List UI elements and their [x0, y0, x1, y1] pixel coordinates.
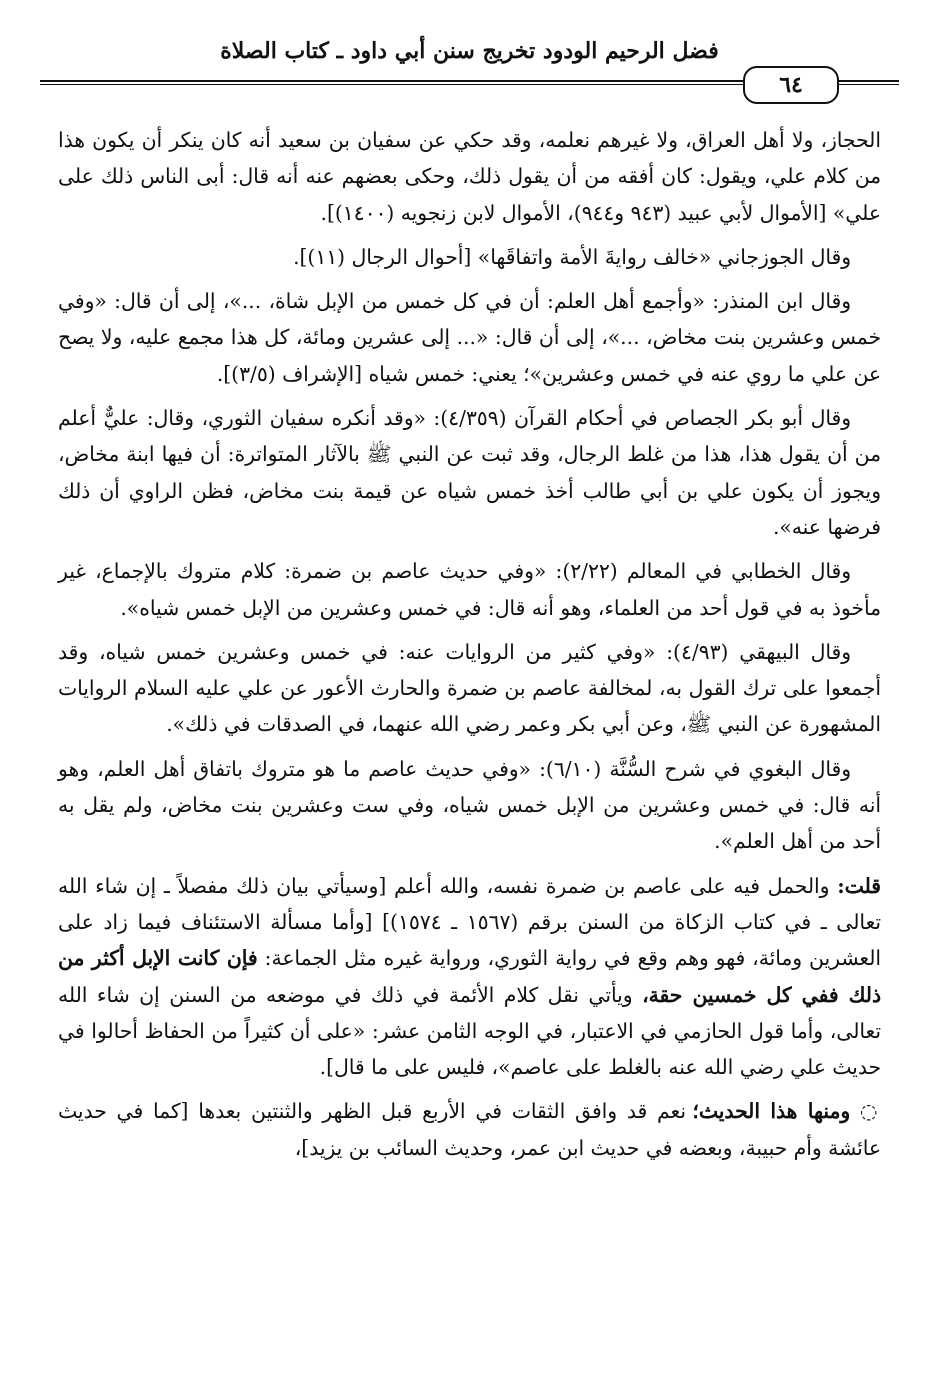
paragraph-tail: ويأتي نقل كلام الأئمة في ذلك في موضعه من السنن إن شاء الله تعالى، وأما قول الحازمي في الاعتبار، في الوجه الثامن عشر: «على أن كثيراً من الحفاظ أحالوا في حديث علي رضي الله عنه بالغلط على عاصم»، فليس على ما قال].	[58, 982, 881, 1080]
page-body	[58, 122, 881, 1174]
paragraph-text: وقال البيهقي (٤/٩٣): «وفي كثير من الروايات عنه: في خمس وعشرين خمس شياه، وقد أجمعوا على ترك القول به، لمخالفة عاصم بن ضمرة والحارث الأعور عن علي عليه السلام الروايات المشهورة عن النبي ﷺ، وعن أبي بكر وعمر رضي الله عنهما، في الصدقات في ذلك».	[58, 639, 881, 737]
paragraph-text: وقال ابن المنذر: «وأجمع أهل العلم: أن في كل خمس من الإبل شاة، ...»، إلى أن قال: «وفي خمس وعشرين بنت مخاض، ...»، إلى أن قال: «... إلى عشرين ومائة، كل هذا مجمع عليه، ولا يصح عن علي ما روي عنه في خمس وعشرين»؛ يعني: خمس شياه [الإشراف (٣/٥)].	[58, 289, 881, 386]
paragraph	[58, 239, 881, 275]
paragraph-lead: ومنها هذا الحديث؛	[692, 1099, 851, 1124]
paragraph-text: وقال أبو بكر الجصاص في أحكام القرآن (٤/٣٥٩): «وقد أنكره سفيان الثوري، وقال: عليٌّ أعلم من أن يقول هذا، هذا من غلط الرجال، وقد ثبت عن النبي ﷺ بالآثار المتواترة: أن فيها ابنة مخاض، ويجوز أن يكون علي بن أبي طالب أخذ خمس شياه عن قيمة بنت مخاض، فظن الراوي أن ذلك فرضها عنه».	[58, 406, 881, 539]
bullet-icon: ◌	[859, 1099, 881, 1124]
paragraph	[58, 868, 881, 1086]
paragraph-lead: قلت:	[837, 873, 881, 898]
paragraph	[58, 122, 881, 231]
paragraph	[58, 1093, 881, 1166]
paragraph	[58, 283, 881, 392]
paragraph-text: والحمل فيه على عاصم بن ضمرة نفسه، والله أعلم [وسيأتي بيان ذلك مفصلاً ـ إن شاء الله تعالى ـ في كتاب الزكاة من السنن برقم (١٥٦٧ ـ ١٥٧٤)] [وأما مسألة الاستئناف فيما زاد على العشرين ومائة، فهو وهم وقع في رواية الثوري، ورواية غيره مثل الجماعة:	[58, 873, 882, 971]
running-title: فضل الرحيم الودود تخريج سنن أبي داود ـ كتاب الصلاة	[220, 38, 719, 64]
paragraph-text: وقال الخطابي في المعالم (٢/٢٢): «وفي حديث عاصم بن ضمرة: كلام متروك بالإجماع، غير مأخوذ به في قول أحد من العلماء، وهو أنه قال: في خمس وعشرين من الإبل خمس شياه».	[58, 559, 881, 620]
paragraph-text: الحجاز، ولا أهل العراق، ولا غيرهم نعلمه، وقد حكي عن سفيان بن سعيد أنه كان ينكر أن يكون هذا من كلام علي، ويقول: كان أفقه من أن يقول ذلك، وحكى بعضهم عنه أنه قال: أبى الناس ذلك على علي» [الأموال لأبي عبيد (٩٤٣ و٩٤٤)، الأموال لابن زنجويه (١٤٠٠)].	[58, 128, 881, 225]
paragraph	[58, 634, 881, 743]
paragraph-text: وقال الجوزجاني «خالف روايةَ الأمة واتفاقَها» [أحوال الرجال (١١)].	[293, 244, 851, 269]
paragraph-bold-phrase: فإن كانت الإبل أكثر من ذلك ففي كل خمسين حقة،	[58, 946, 881, 1007]
paragraph	[58, 751, 881, 860]
paragraph	[58, 553, 881, 626]
paragraph	[58, 400, 881, 545]
page-header	[40, 38, 899, 108]
page-number: ٦٤	[743, 66, 839, 104]
paragraph-text: وقال البغوي في شرح السُّنَّة (٦/١٠): «وفي حديث عاصم ما هو متروك باتفاق أهل العلم، وهو أنه قال: في خمس وعشرين من الإبل خمس شياه، وفي ست وعشرين بنت مخاض، ولم يقل به أحد من أهل العلم».	[58, 756, 881, 854]
paragraph-text: نعم قد وافق الثقات في الأربع قبل الظهر والثنتين بعدها [كما في حديث عائشة وأم حبيبة، وبعضه في حديث ابن عمر، وحديث السائب بن يزيد]،	[58, 1099, 881, 1160]
